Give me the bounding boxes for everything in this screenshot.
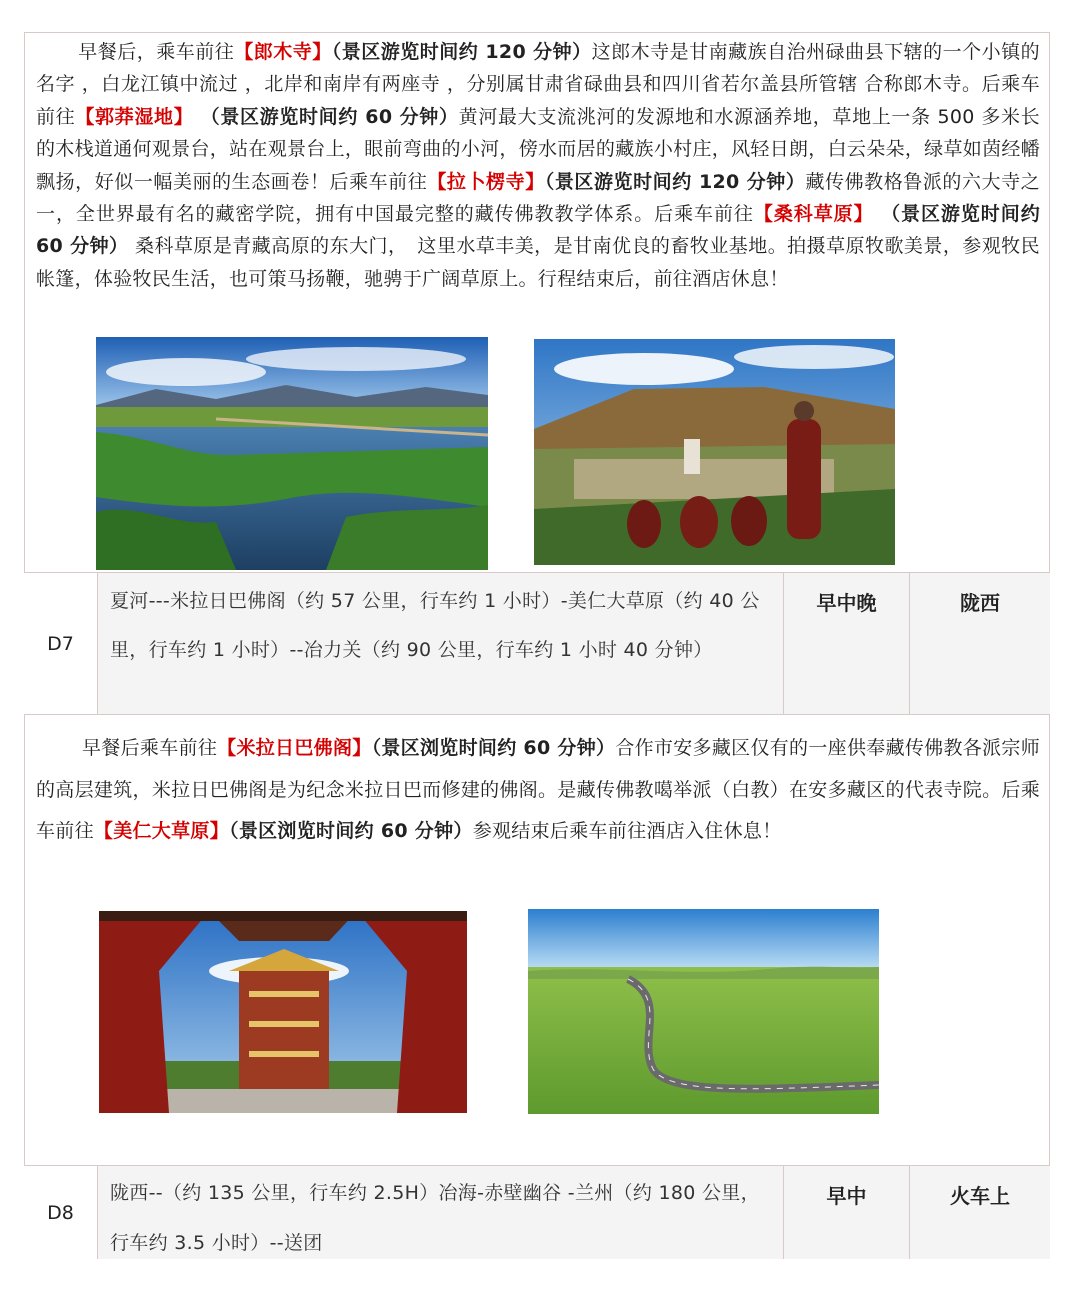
day-label: D8 <box>24 1166 98 1259</box>
day7-route: 夏河---米拉日巴佛阁（约 57 公里，行车约 1 小时）-美仁大草原（约 40 公里，行车约 1 小时）--冶力关（约 90 公里，行车约 1 小时 40 分钟） <box>98 573 784 714</box>
labrang-monks-photo <box>534 339 895 565</box>
day8-route: 陇西--（约 135 公里，行车约 2.5H）冶海-赤壁幽谷 -兰州（约 180 公里，行车约 3.5 小时）--送团 <box>98 1166 784 1259</box>
meiren-grassland-photo <box>528 909 879 1114</box>
spot-meiren-grassland: 【美仁大草原】 <box>93 820 230 842</box>
day7-description: 早餐后乘车前往【米拉日巴佛阁】（景区浏览时间约 60 分钟）合作市安多藏区仅有的一座供奉藏传佛教各派宗师的高层建筑，米拉日巴佛阁是为纪念米拉日巴而修建的佛阁。是藏传佛教噶举派（白教）在安多藏区的代表寺院。后乘车前往【美仁大草原】（景区浏览时间约 60 分钟）参观结束后乘车前往酒店入住休息！ <box>36 737 1040 842</box>
spot-milarepa-pavilion: 【米拉日巴佛阁】 <box>217 737 372 759</box>
day7-accommodation: 陇西 <box>960 591 1000 615</box>
milarepa-pavilion-photo <box>99 911 467 1113</box>
wetland-photo <box>96 337 488 570</box>
day8-accommodation: 火车上 <box>950 1184 1010 1208</box>
day7-meals: 早中晚 <box>784 573 910 714</box>
day-label: D7 <box>24 573 98 714</box>
day7-row <box>24 572 1050 715</box>
spot-guomang-wetland: 【郭莽湿地】 <box>75 105 194 128</box>
day6-description: 早餐后，乘车前往【郎木寺】（景区游览时间约 120 分钟）这郎木寺是甘南藏族自治州碌曲县下辖的一个小镇的名字 ，白龙江镇中流过 ，北岸和南岸有两座寺 ，分别属甘肃省碌曲县和四川省若尔盖县所管辖 合称郎木寺。后乘车前往【郭莽湿地】 （景区游览时间约 60 分钟）黄河最大支流洮河的发源地和水源涵养地，草地上一条 500 多米长的木栈道通何观景台，站在观景台上，眼前弯曲的小河，傍水而居的藏族小村庄，风轻日朗，白云朵朵，绿草如茵经幡飘扬，好似一幅美丽的生态画卷！后乘车前往【拉卜楞寺】（景区游览时间约 120 分钟）藏传佛教格鲁派的六大寺之一，全世界最有名的藏密学院，拥有中国最完整的藏传佛教教学体系。后乘车前往【桑科草原】 （景区游览时间约 60 分钟） 桑科草原是青藏高原的东大门， 这里水草丰美，是甘南优良的畜牧业基地。拍摄草原牧歌美景，参观牧民帐篷，体验牧民生活，也可策马扬鞭，驰骋于广阔草原上。行程结束后，前往酒店休息！ <box>36 41 1040 290</box>
spot-langmu-temple: 【郎木寺】 <box>234 41 332 63</box>
day8-row <box>24 1165 1050 1259</box>
day8-meals: 早中 <box>784 1166 910 1259</box>
spot-sangke-grassland: 【桑科草原】 <box>753 203 874 226</box>
spot-labrang-monastery: 【拉卜楞寺】 <box>427 170 545 193</box>
